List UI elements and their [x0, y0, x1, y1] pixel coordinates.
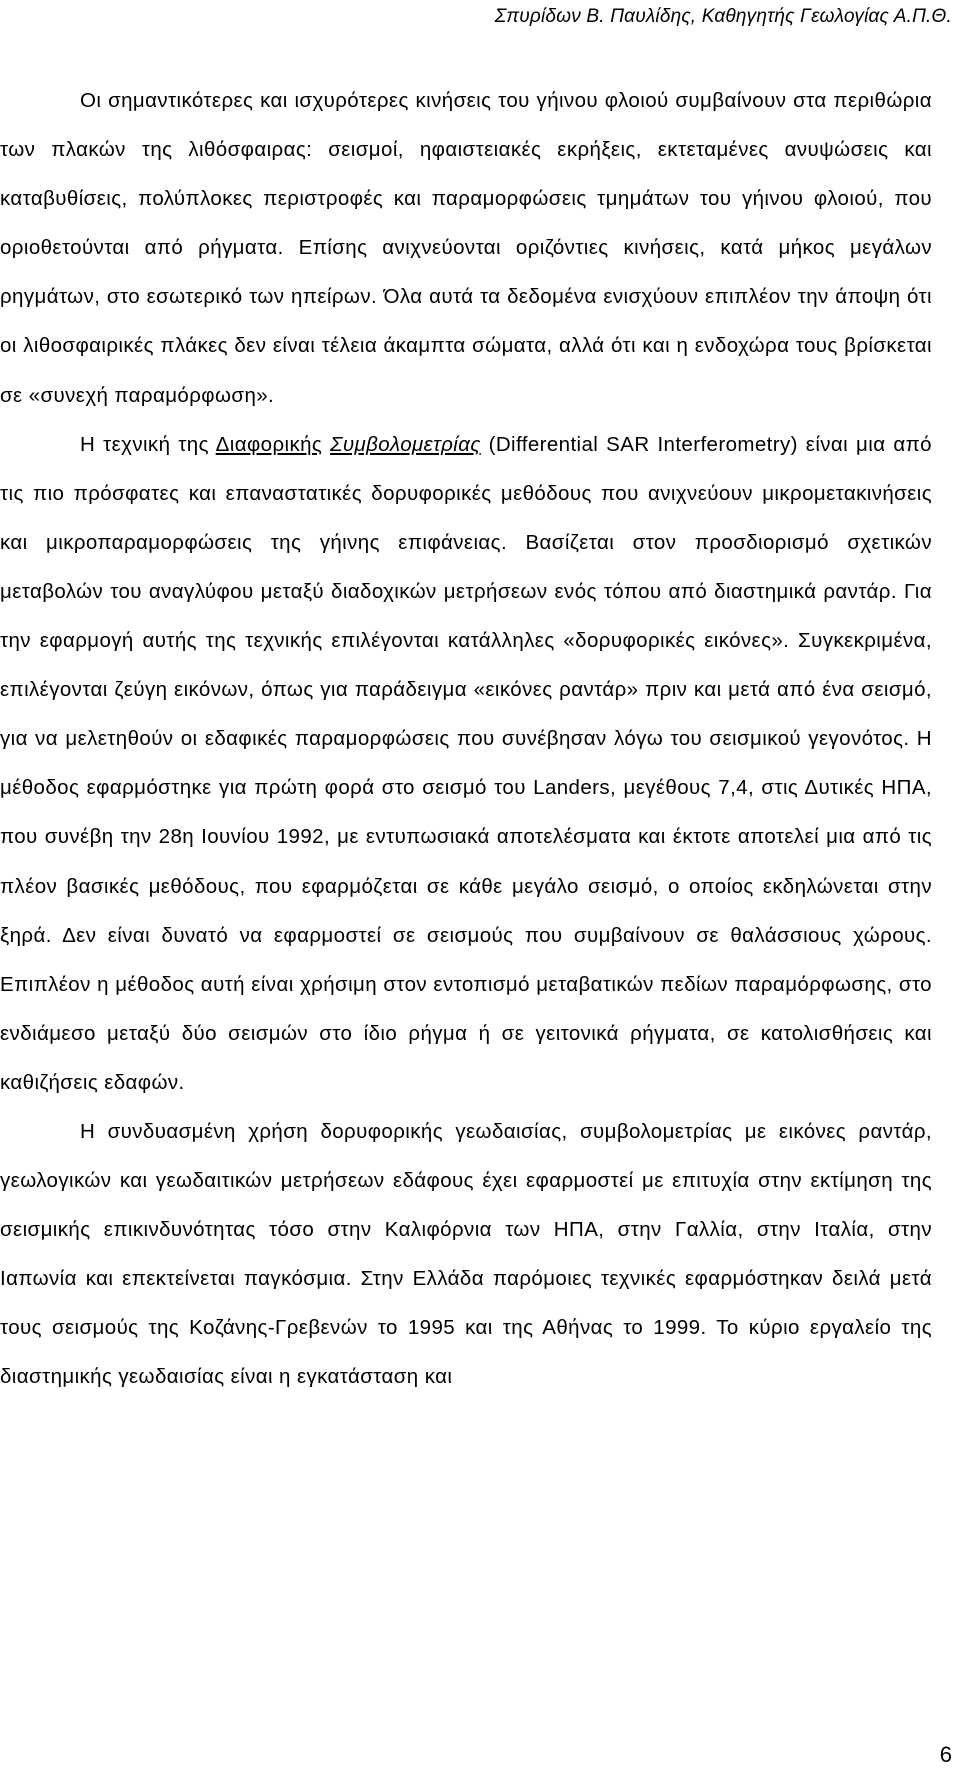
term-interferometry: Συμβολομετρίας — [330, 432, 481, 456]
term-space — [322, 433, 330, 456]
paragraph-plate-motions: Οι σημαντικότερες και ισχυρότερες κινήσεις του γήινου φλοιού συμβαίνουν στα περιθώρια των πλακών της λιθόσφαιρας: σεισμοί, ηφαιστειακές εκρήξεις, εκτεταμένες ανυψώσεις και καταβυθίσεις, πολύπλοκες περιστροφές και παραμορφώσεις τμημάτων του γήινου φλοιού, που οριοθετούνται από ρήγματα. Επίσης ανιχνεύονται οριζόντιες κινήσεις, κατά μήκος μεγάλων ρηγμάτων, στο εσωτερικό των ηπείρων. Όλα αυτά τα δεδομένα ενισχύουν επιπλέον την άποψη ότι οι λιθοσφαιρικές πλάκες δεν είναι τέλεια άκαμπτα σώματα, αλλά ότι και η ενδοχώρα τους βρίσκεται σε «συνεχή παραμόρφωση». — [0, 89, 932, 407]
paragraph-insar-lead: Η τεχνική της — [80, 432, 216, 456]
running-header: Σπυρίδων Β. Παυλίδης, Καθηγητής Γεωλογίας Α.Π.Θ. — [494, 6, 952, 27]
document-body — [0, 76, 932, 1402]
page-number: 6 — [939, 1742, 952, 1767]
term-differential: Διαφορικής — [215, 432, 323, 456]
paragraph-combined-methods: Η συνδυασμένη χρήση δορυφορικής γεωδαισίας, συμβολομετρίας με εικόνες ραντάρ, γεωλογικών και γεωδαιτικών μετρήσεων εδάφους έχει εφαρμοστεί με επιτυχία στην εκτίμηση της σεισμικής επικινδυνότητας τόσο στην Καλιφόρνια των ΗΠΑ, στην Γαλλία, στην Ιταλία, στην Ιαπωνία και επεκτείνεται παγκόσμια. Στην Ελλάδα παρόμοιες τεχνικές εφαρμόστηκαν δειλά μετά τους σεισμούς της Κοζάνης-Γρεβενών το 1995 και της Αθήνας το 1999. Το κύριο εργαλείο της διαστημικής γεωδαισίας είναι η εγκατάσταση και — [0, 1119, 932, 1389]
paragraph-insar — [0, 420, 932, 1107]
paragraph-insar-rest: (Differential SAR Interferometry) είναι μια από τις πιο πρόσφατες και επαναστατικές δορυφορικές μεθόδους που ανιχνεύουν μικρομετακινήσεις και μικροπαραμορφώσεις της γήινης επιφάνειας. Βασίζεται στον προσδιορισμό σχετικών μεταβολών του αναγλύφου μεταξύ διαδοχικών μετρήσεων ενός τόπου από διαστημικά ραντάρ. Για την εφαρμογή αυτής της τεχνικής επιλέγονται κατάλληλες «δορυφορικές εικόνες». Συγκεκριμένα, επιλέγονται ζεύγη εικόνων, όπως για παράδειγμα «εικόνες ραντάρ» πριν και μετά από ένα σεισμό, για να μελετηθούν οι εδαφικές παραμορφώσεις που συνέβησαν λόγω του σεισμικού γεγονότος. Η μέθοδος εφαρμόστηκε για πρώτη φορά στο σεισμό του Landers, μεγέθους 7,4, στις Δυτικές ΗΠΑ, που συνέβη την 28η Ιουνίου 1992, με εντυπωσιακά αποτελέσματα και έκτοτε αποτελεί μια από τις πλέον βασικές μεθόδους, που εφαρμόζεται σε κάθε μεγάλο σεισμό, ο οποίος εκδηλώνεται στην ξηρά. Δεν είναι δυνατό να εφαρμοστεί σε σεισμούς που συμβαίνουν σε θαλάσσιους χώρους. Επιπλέον η μέθοδος αυτή είναι χρήσιμη στον εντοπισμό μεταβατικών πεδίων παραμόρφωσης, στο ενδιάμεσο μεταξύ δύο σεισμών στο ίδιο ρήγμα ή σε γειτονικά ρήγματα, σε κατολισθήσεις και καθιζήσεις εδαφών. — [0, 432, 932, 1094]
